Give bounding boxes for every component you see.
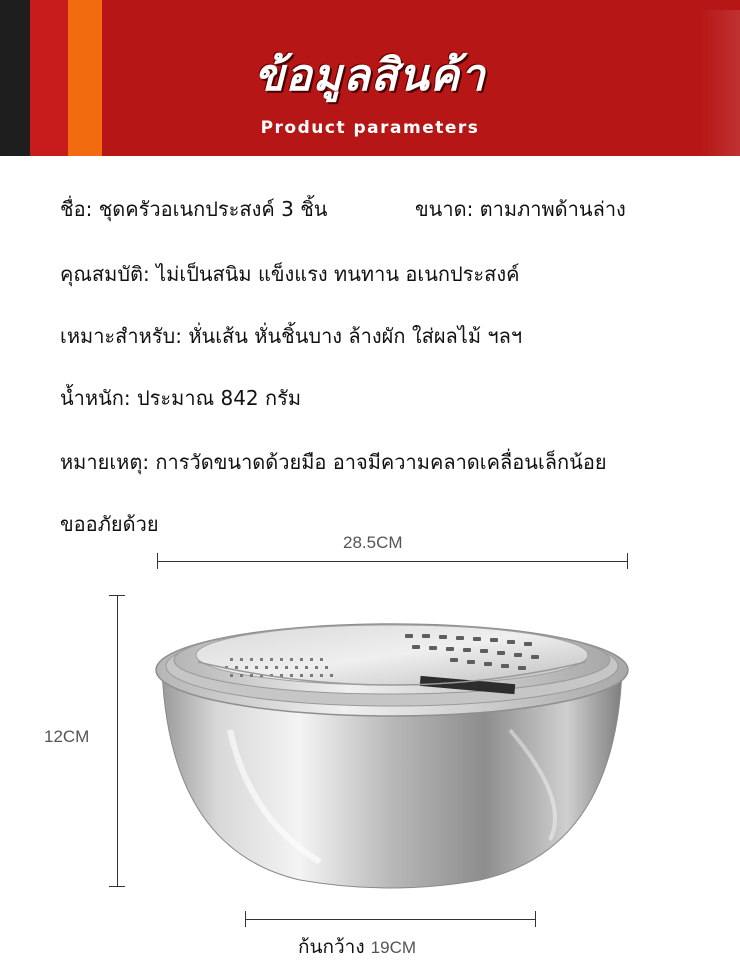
dimension-base-label: ก้นกว้าง: [298, 936, 365, 958]
spec-weight-value: ประมาณ 842 กรัม: [136, 386, 302, 410]
bowl-illustration: [150, 600, 635, 900]
dimension-base-tick-right: [535, 911, 536, 927]
spec-size-row: [415, 193, 626, 225]
dimension-width-tick-right: [627, 553, 628, 569]
spec-weight-row: [60, 382, 301, 414]
dimension-height-tick-bottom: [109, 886, 125, 887]
spec-name-label: ชื่อ:: [60, 197, 93, 221]
dimension-height-label: 12CM: [44, 727, 90, 746]
spec-property-value: ไม่เป็นสนิม แข็งแรง ทนทาน อเนกประสงค์: [156, 262, 520, 286]
spec-size-label: ขนาด:: [415, 197, 474, 221]
spec-note-label: หมายเหตุ:: [60, 450, 150, 474]
dimension-base-tick-left: [245, 911, 246, 927]
dimension-width-line: [157, 561, 627, 562]
spec-usage-row: [60, 320, 522, 352]
page-subtitle: Product parameters: [260, 118, 480, 138]
spec-note-line2: ขออภัยด้วย: [60, 512, 159, 536]
dimension-width-label: 28.5CM: [343, 533, 403, 552]
spec-weight-label: น้ำหนัก:: [60, 386, 131, 410]
dimension-width-tick-left: [157, 553, 158, 569]
page-title: ข้อมูลสินค้า: [254, 50, 486, 101]
spec-usage-value: หั่นเส้น หั่นชิ้นบาง ล้างผัก ใส่ผลไม้ ฯลฯ: [188, 324, 523, 348]
spec-usage-label: เหมาะสำหรับ:: [60, 324, 182, 348]
spec-name-value: ชุดครัวอเนกประสงค์ 3 ชิ้น: [98, 197, 328, 221]
bowl-svg: [150, 600, 635, 900]
dimension-base-caption: [298, 932, 416, 962]
dimension-height-line: [117, 595, 118, 886]
spec-size-value: ตามภาพด้านล่าง: [479, 197, 626, 221]
spec-note-row: [60, 446, 607, 478]
header-banner: [0, 0, 740, 156]
spec-property-row: [60, 258, 520, 290]
dimension-height-tick-top: [109, 595, 125, 596]
spec-property-label: คุณสมบัติ:: [60, 262, 150, 286]
dimension-base-value: 19CM: [370, 938, 417, 957]
spec-note-value: การวัดขนาดด้วยมือ อาจมีความคลาดเคลื่อนเล็กน้อย: [155, 450, 607, 474]
dimension-base-line: [245, 919, 535, 920]
spec-name-row: [60, 193, 327, 225]
